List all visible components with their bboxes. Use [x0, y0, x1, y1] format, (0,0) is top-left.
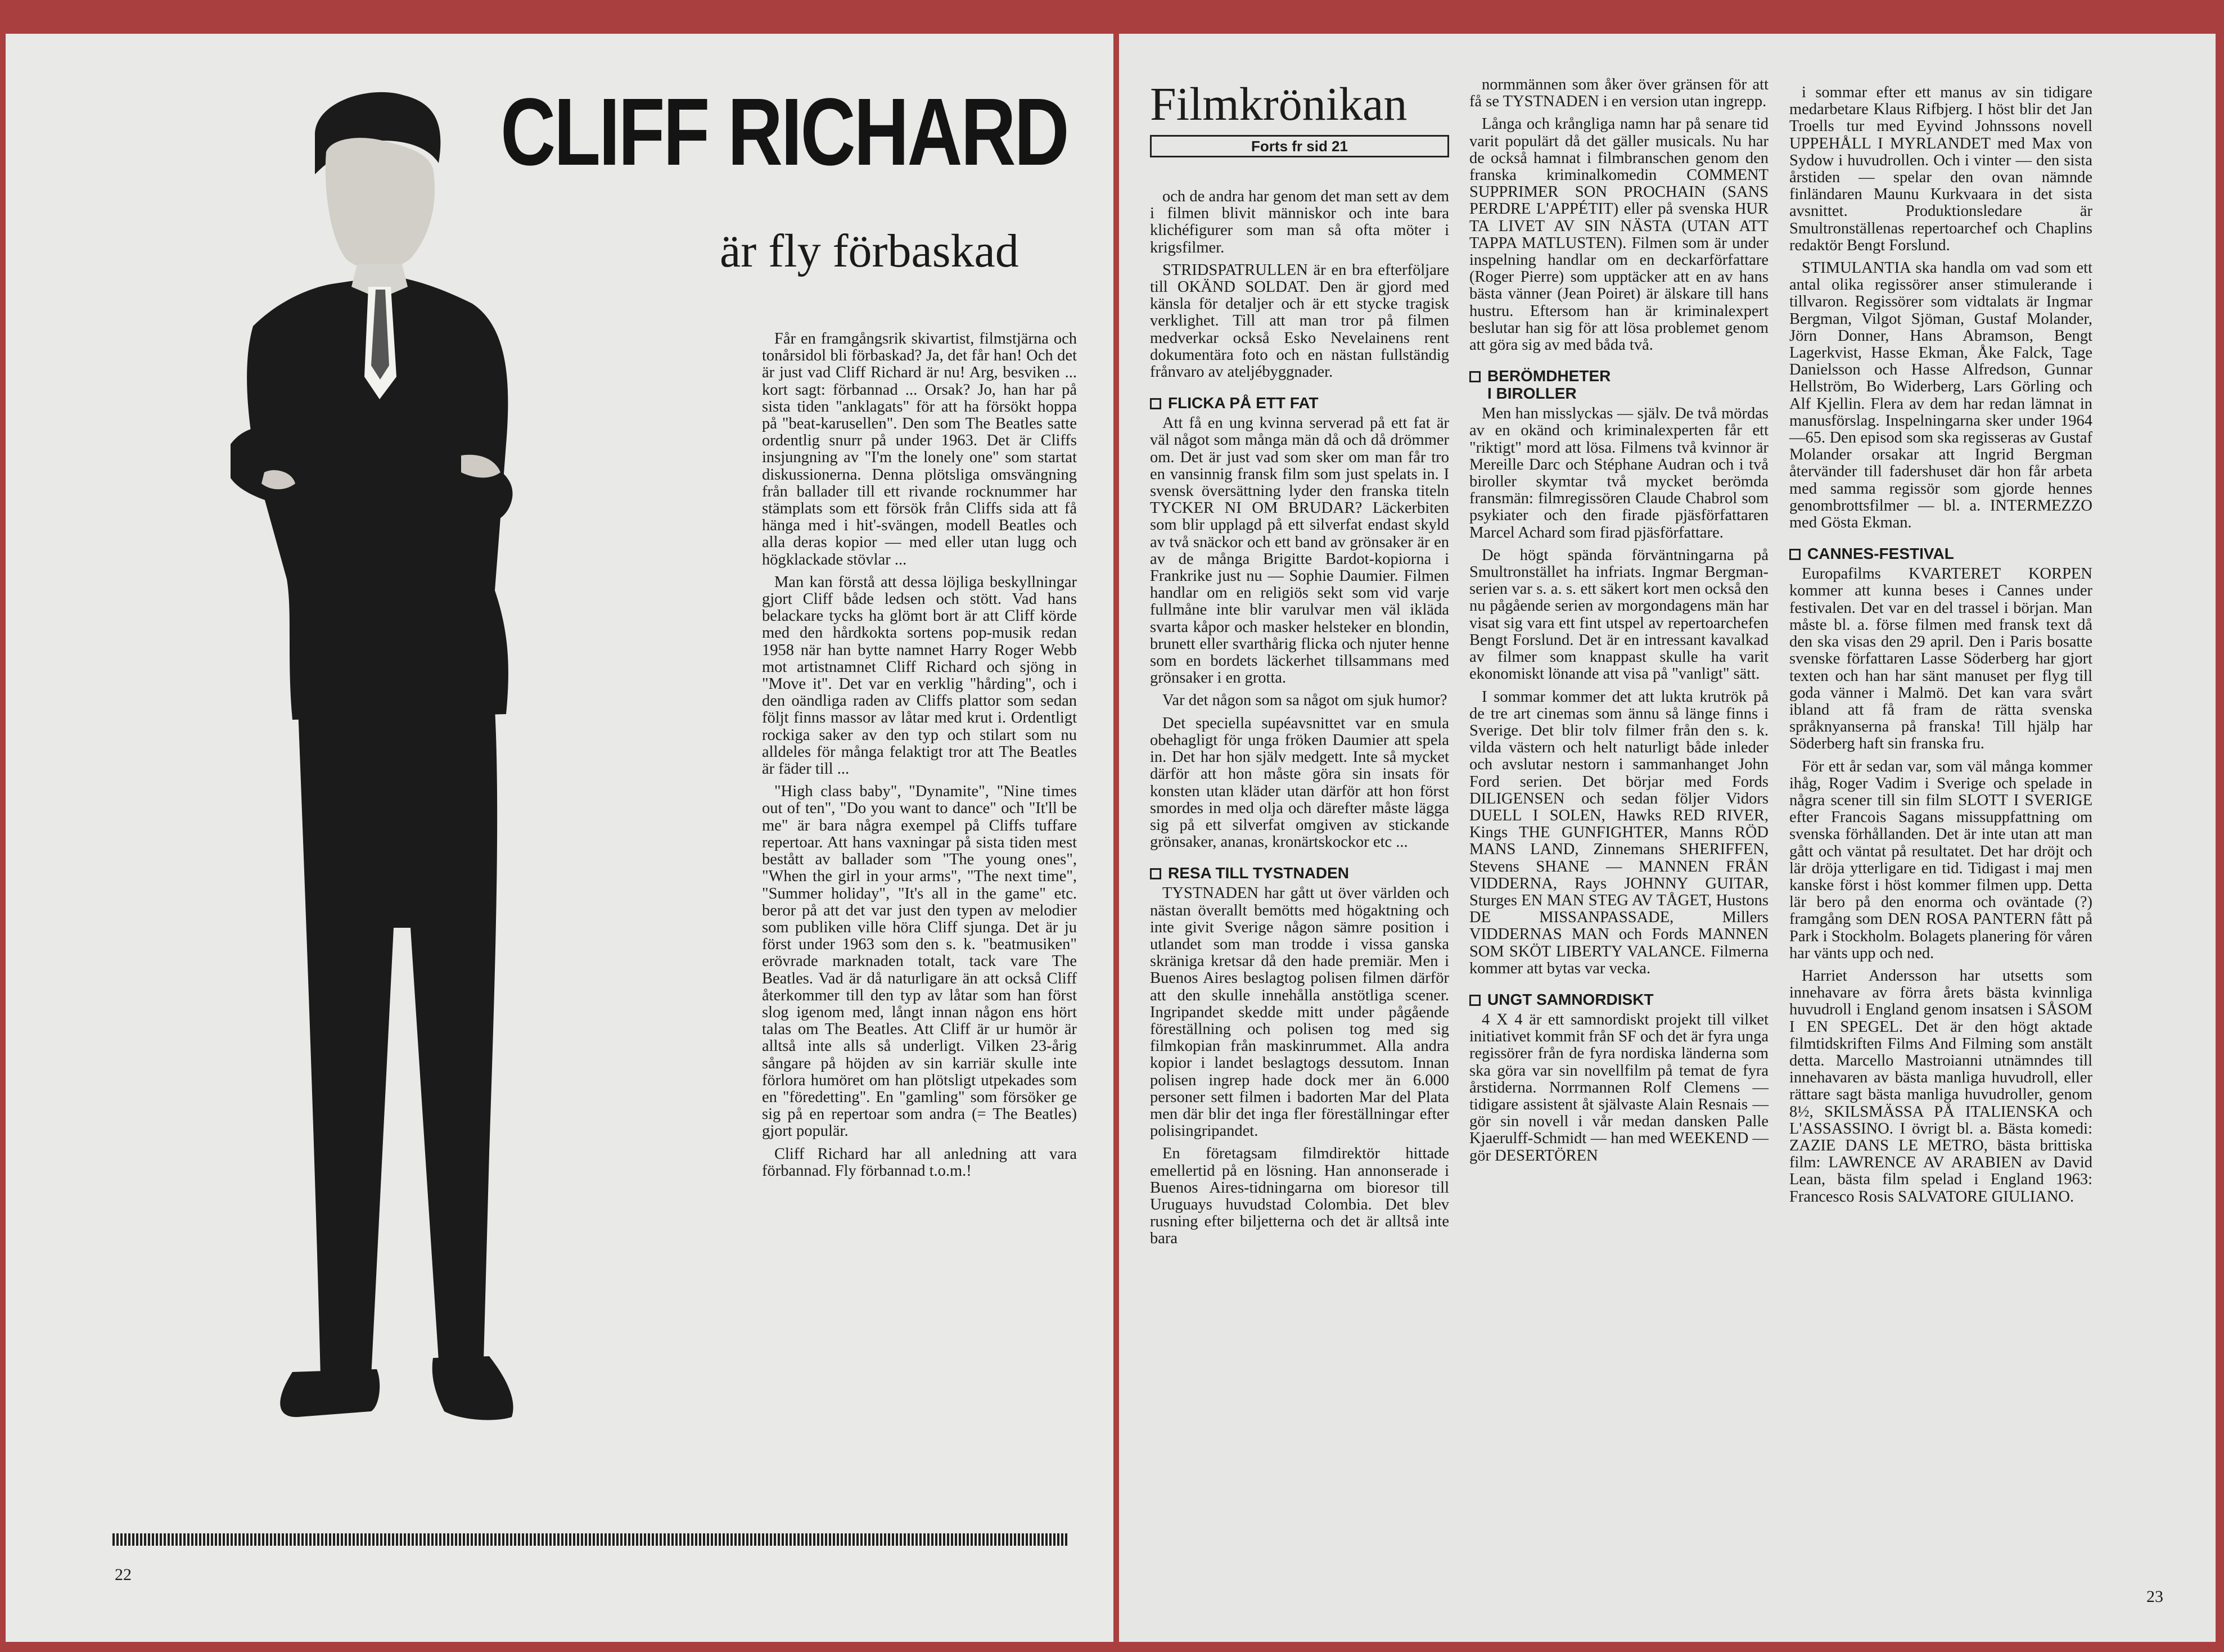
body-paragraph: I sommar kommer det att lukta krutrök på de tre art cinemas som ännu så länge finns i Sverige. Det blir tolv filmer från den s. k. vilda västern och helt naturligt både inleder och avslutar nestorn i sammanhanget John Ford serien. Det börjar med Fords DILIGENSEN och sedan följer Vidors DUELL I SOLEN, Hawks RED RIVER, Kings THE GUNFIGHTER, Manns RÖD MANS LAND, Zinnemans SHERIFFEN, Stevens SHANE — MANNEN FRÅN VIDDERNA, Rays JOHNNY GUITAR, Sturges EN MAN STEG AV TÅGET, Hustons DE MISSANPASSADE, Millers VIDDERNAS MAN och Fords MANNEN SOM SKÖT LIBERTY VALANCE. Filmerna kommer att bytas var vecka.	[1469, 688, 1769, 977]
body-paragraph: TYSTNADEN har gått ut över världen och nästan överallt bemötts med högaktning och inte givit Sverige någon sämre position i utlandet som man trodde i vissa ganska skräniga kretsar då den hade premiär. Men i Buenos Aires beslagtog polisen filmen därför att den skulle innehålla anstötliga scener. Ingripandet skedde mitt under pågående föreställning och polisen tog med sig filmkopian från maskinrummet. Alla andra kopior i landet beslagtogs dessutom. Innan polisen ingrep hade dock mer än 6.000 personer sett filmen i badorten Mar del Plata men där blir det inga fler föreställningar efter polisingripandet.	[1150, 884, 1449, 1140]
subheadline: är fly förbaskad	[720, 225, 1019, 277]
body-paragraph: Europafilms KVARTERET KORPEN kommer att kunna beses i Cannes under festivalen. Det var en del trassel i början. Man måste bl. a. förse filmen med fransk text då den ska visas den 29 april. Den i Paris bosatte svenske författaren Lasse Söderberg har gjort texten och han har sänt manuset per flyg till goda vänner i Malmö. Det kan vara svårt ibland att få fram de rätta svenska språknyanserna på franska! Till hjälp har Söderberg haft sin franska fru.	[1789, 565, 2092, 753]
section-heading: RESA TILL TYSTNADEN	[1150, 864, 1449, 882]
body-paragraph: i sommar efter ett manus av sin tidigare medarbetare Klaus Rifbjerg. I höst blir det Jan Troells tur med Eyvind Johnssons novell UPPEHÅLL I MYRLANDET med Max von Sydow i huvudrollen. Och i vinter — den sista årstiden — spelar den ovan nämnde finländaren Maunu Kurkvaara in det sista avsnittet. Produktionsledare är Smultronställenas repertoarchef och Chaplins redaktör Bengt Forslund.	[1789, 84, 2092, 254]
body-paragraph: Det speciella supéavsnittet var en smula obehagligt för unga fröken Daumier att spela in. Det har hon själv medgett. Inte så mycket därför att hon måste göra sin insats för konsten utan kläder utan därför att hon först smordes in med olja och därefter måste lägga sig på ett silverfat omgiven av stickande grönsaker, ananas, kronärtskockor etc ...	[1150, 714, 1449, 851]
left-page	[6, 34, 1113, 1642]
body-paragraph: normmännen som åker över gränsen för att få se TYSTNADEN i en version utan ingrepp.	[1469, 76, 1769, 111]
continued-from-label: Forts fr sid 21	[1150, 135, 1449, 157]
body-paragraph: och de andra har genom det man sett av dem i filmen blivit människor och inte bara klichéfigurer som man så ofta möter i krigsfilmer.	[1150, 188, 1449, 256]
text-column-2	[1469, 76, 1769, 1170]
headline: CLIFF RICHARD	[500, 79, 1068, 186]
body-paragraph: Men han misslyckas — själv. De två mördas av en okänd och kriminalexperten får ett "riktigt" mord att lösa. Filmens två kvinnor är Mereille Darc och Stéphane Audran och i två biroller skymtar två mycket berömda fransmän: filmregissören Claude Chabrol som psykiater och den firade pjäsförfattaren Marcel Achard som firad pjäsförfattare.	[1469, 405, 1769, 541]
column-title: Filmkrönikan	[1150, 78, 1408, 130]
body-paragraph: Får en framgångsrik skivartist, filmstjärna och tonårsidol bli förbaskad? Ja, det får han! Och det är just vad Cliff Richard är nu! Arg, besviken ... kort sagt: förbannad ... Orsak? Jo, han har på sista tiden "anklagats" för att ha försökt hoppa på "beat-karusellen". Den som The Beatles satte ordentlig snurr på under 1963. Det är Cliffs insjungning av "I'm the lonely one" som startat diskussionerna. Denna plötsliga omsvängning från ballader till ett rivande rocknummer har stämplats som ett försök från Cliffs sida att få hänga med i hit'-svängen, modell Beatles och alla deras kopior — med eller utan lugg och högklackade stövlar ...	[762, 330, 1077, 568]
text-column-1	[1150, 188, 1449, 1253]
checkbox-bullet-icon	[1789, 549, 1801, 560]
checkbox-bullet-icon	[1469, 995, 1481, 1006]
text-column-3	[1789, 84, 2092, 1211]
body-paragraph: Långa och krångliga namn har på senare tid varit populärt då det gäller musicals. Nu har de också hamnat i filmbranschen genom den franska kriminalkomedin COMMENT SUPPRIMER SON PROCHAIN (SANS PERDRE L'APPÉTIT) eller på svenska HUR TA LIVET AV SIN NÄSTA (UTAN ATT TAPPA MATLUSTEN). Filmen som är under inspelning handlar om en deckarförfattare (Roger Pierre) som upptäcker att en av hans bästa vänner (Jean Poiret) är älskare till hans hustru. Eftersom han är kriminalexpert beslutar han sig för att lösa problemet genom att göra sig av med båda två.	[1469, 115, 1769, 354]
body-paragraph: För ett år sedan var, som väl många kommer ihåg, Roger Vadim i Sverige och spelade in några scener till sin film SLOTT I SVERIGE efter Francois Sagans missuppfattning om svenska förhållanden. Det är inte utan att man gått och väntat på resultatet. Det har dröjt och lär dröja ytterligare en tid. Tidigast i maj men kanske först i höst kommer filmen upp. Detta lär bero på den enorma och oväntade (?) framgång som DEN ROSA PANTERN fått på Park i Stockholm. Bolagets planering för våren har vänts upp och ned.	[1789, 757, 2092, 962]
body-paragraph: En företagsam filmdirektör hittade emellertid på en lösning. Han annonserade i Buenos Aires-tidningarna om bioresor till Uruguays huvudstad Colombia. Det blev rusning efter biljetterna och det är alltså inte bara	[1150, 1145, 1449, 1248]
body-paragraph: STRIDSPATRULLEN är en bra efterföljare till OKÄND SOLDAT. Den är gjord med känsla för detaljer och är ett stycke tragisk verklighet. Till att man tror på filmen medverkar också Esko Nevelainens rent dokumentära foto och en nästan fullständig frånvaro av ateljébyggnader.	[1150, 261, 1449, 381]
checkbox-bullet-icon	[1469, 371, 1481, 382]
right-page	[1119, 34, 2216, 1642]
checkbox-bullet-icon	[1150, 868, 1161, 879]
section-heading: CANNES-FESTIVAL	[1789, 545, 2092, 562]
page-number: 23	[2146, 1587, 2163, 1606]
section-heading: FLICKA PÅ ETT FAT	[1150, 394, 1449, 412]
body-paragraph: Var det någon som sa något om sjuk humor?	[1162, 692, 1447, 710]
body-paragraph: Man kan förstå att dessa löjliga beskyllningar gjort Cliff både ledsen och stött. Vad hans belackare tycks ha glömt bort är att Cliff körde med den hårdkokta sortens pop-musik redan 1958 när han bytte namnet Harry Roger Webb mot artistnamnet Cliff Richard och sjöng in "Move it". Det var en verklig "hårding", och i den oändliga raden av Cliffs plattor som sedan följt finns massor av låtar med krut i. Ordentligt rockiga saker av den typ och stilart som nu alldeles för många felaktigt tror att The Beatles är fäder till ...	[762, 573, 1077, 778]
cliff-richard-photo	[146, 84, 652, 1479]
column-header	[1150, 79, 1449, 157]
body-paragraph: Harriet Andersson har utsetts som innehavare av förra årets bästa kvinnliga huvudroll i England genom insatsen i SÅSOM I EN SPEGEL. Det är den högt aktade filmtidskriften Films And Filming som anstält detta. Marcello Mastroianni utnämndes till innehavaren av bästa manliga huvudroll, eller rättare sagt bästa manliga huvudroller, genom 8½, SKILSMÄSSA PÅ ITALIENSKA och L'ASSASSINO. I övrigt bl. a. Bästa komedi: ZAZIE DANS LE METRO, bästa brittiska film: LAWRENCE AV ARABIEN av David Lean, bästa film spelad i England 1963: Francesco Rosis SALVATORE GIULIANO.	[1789, 967, 2092, 1206]
body-paragraph: "High class baby", "Dynamite", "Nine times out of ten", "Do you want to dance" och "It'll be me" är bara några exempel på Cliffs tuffare repertoar. Att hans vaxningar på sista tiden mest bestått av ballader som "The young ones", "When the girl in your arms", "The next time", "Summer holiday", "It's all in the game" etc. beror på att det var just den typen av melodier som publiken ville höra Cliff sjunga. Det är ju först under 1963 som den s. k. "beatmusiken" erövrade marknaden totalt, tack vare The Beatles. Vad är då naturligare än att också Cliff återkommer till den typ av låtar som han först slog igenom med, långt innan någon ens hört talas om The Beatles. Att Cliff är ur humör är alltså inte alls så underligt. Vilken 23-årig sångare på höjden av sin karriär skulle inte förlora humöret om han plötsligt utpekades som en "föredetting". En "gamling" som försöker ge sig på en repertoar som andra (= The Beatles) gjort populär.	[762, 783, 1077, 1140]
checkbox-bullet-icon	[1150, 398, 1161, 409]
body-paragraph: Att få en ung kvinna serverad på ett fat är väl något som många män då och då drömmer om. Det är just vad som sker om man får tro en vansinnig fransk film som just spelats in. I svensk översättning lyder den franska titeln TYCKER NI OM BRUDAR? Läckerbiten som blir upplagd på ett silverfat endast skyld av två snäckor och ett band av grönsaker är en av de många Brigitte Bardot-kopiorna i Frankrike just nu — Sophie Daumier. Filmen handlar om en religiös sekt som vid varje fullmåne inte blir varulvar men väl ikläda svarta kåpor och masker helsteker en blondin, brunett eller svarthårig flicka och njuter henne som en bordets läckerhet tillsammans med grönsaker i en grotta.	[1150, 414, 1449, 687]
page-number: 22	[115, 1565, 132, 1584]
body-paragraph: De högt spända förväntningarna på Smultronstället ha infriats. Ingmar Bergman-serien var s. a. s. ett säkert kort men också den nu pågående serien av morgondagens män har visat sig vara ett fint utspel av repertoarchefen Bengt Forslund. Det är en intressant kavalkad av filmer som knappast skulle ha varit ekonomiskt lönande att visa på "vanligt" sätt.	[1469, 546, 1769, 683]
body-paragraph: STIMULANTIA ska handla om vad som ett antal olika regissörer anser stimulerande i tillvaron. Regissörer som vidtalats är Ingmar Bergman, Vilgot Sjöman, Gustaf Molander, Jörn Donner, Hans Abramson, Bengt Lagerkvist, Hasse Ekman, Åke Falck, Tage Danielsson och Hasse Alfredson, Gunnar Hellström, Bo Widerberg, Lars Görling och Alf Kjellin. Flera av dem har redan lämnat in manusförslag. Inspelningarna sker under 1964—65. Den episod som ska regisseras av Gustaf Molander orsakar att Ingrid Bergman återvänder till fadershuset där hon får arbeta med samma regissör som gjorde hennes genombrottsfilmer — bl. a. INTERMEZZO med Gösta Ekman.	[1789, 259, 2092, 532]
body-paragraph: Cliff Richard har all anledning att vara förbannad. Fly förbannad t.o.m.!	[762, 1145, 1077, 1180]
section-heading: BERÖMDHETER I BIROLLER	[1469, 367, 1769, 402]
section-heading: UNGT SAMNORDISKT	[1469, 991, 1769, 1008]
article-body	[762, 331, 1077, 1185]
decorative-rule	[112, 1533, 1068, 1546]
body-paragraph: 4 X 4 är ett samnordiskt projekt till vilket initiativet kommit från SF och det är fyra unga regissörer från de fyra nordiska länderna som ska göra var sin novellfilm på temat de fyra årstiderna. Norrmannen Rolf Clemens — tidigare assistent åt självaste Alain Resnais — gör sin novell i vår medan dansken Palle Kjaerulff-Schmidt — han med WEEKEND — gör DESERTÖREN	[1469, 1010, 1769, 1164]
